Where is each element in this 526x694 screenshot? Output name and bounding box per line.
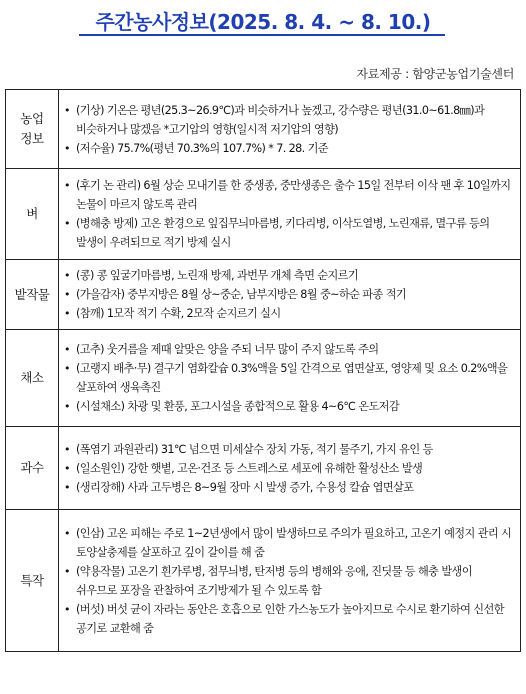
section-row	[6, 427, 521, 510]
info-item-text: (병해충 방제) 고온 환경으로 잎집무늬마름병, 키다리병, 이삭도열병, 노린재류, 멸구류 등의 발생이 우려되므로 적기 방제 실시	[76, 217, 490, 249]
info-item-text: (가을감자) 중부지방은 8월 상~중순, 남부지방은 8월 중~하순 파종 적기	[76, 288, 407, 301]
bullet-icon: •	[64, 307, 70, 320]
info-item	[63, 304, 514, 323]
info-item	[63, 266, 514, 285]
info-item	[63, 440, 514, 459]
bullet-icon: •	[64, 343, 70, 356]
section-content	[59, 510, 521, 652]
section-content	[59, 427, 521, 510]
bullet-icon: •	[64, 362, 70, 375]
section-category: 벼	[6, 169, 59, 260]
info-item	[63, 285, 514, 304]
section-category: 채소	[6, 330, 59, 427]
section-content	[59, 330, 521, 427]
info-item	[63, 600, 514, 638]
bullet-icon: •	[64, 400, 70, 413]
info-item-text: (인삼) 고온 피해는 주로 1~2년생에서 많이 발생하므로 주의가 필요하고, 고온기 예정지 관리 시 토양살충제를 살포하고 깊이 갈이를 해 줌	[76, 526, 512, 559]
section-category: 특작	[6, 510, 59, 652]
farm-info-table	[5, 89, 521, 652]
info-item	[63, 359, 514, 397]
info-item	[63, 139, 514, 158]
info-item	[63, 101, 514, 139]
section-category: 밭작물	[6, 260, 59, 330]
info-item-text: (시설채소) 차광 및 환풍, 포그시설을 종합적으로 활용 4~6℃ 온도저감	[76, 400, 400, 413]
info-item-text: (폭염기 과원관리) 31℃ 넘으면 미세살수 장치 가동, 적기 물주기, 가지 유인 등	[76, 442, 433, 456]
bullet-icon: •	[64, 602, 70, 616]
info-item-text: (기상) 기온은 평년(25.3~26.9℃)과 비슷하거나 높겠고, 강수량은 평년(31.0~61.8㎜)과 비슷하거나 많겠음 *고기압의 영향(일시적 저기압의 영향)	[76, 103, 485, 136]
section-row	[6, 90, 521, 169]
section-row	[6, 260, 521, 330]
section-category: 과수	[6, 427, 59, 510]
info-item-text: (고랭지 배추·무) 결구기 염화칼슘 0.3%액을 5일 간격으로 엽면살포, 영양제 및 요소 0.2%액을 살포하여 생육촉진	[76, 362, 508, 394]
bullet-icon: •	[64, 564, 70, 578]
section-row	[6, 510, 521, 652]
info-item-text: (일소원인) 강한 햇볕, 고온·건조 등 스트레스로 세포에 유해한 활성산소 발생	[76, 461, 423, 475]
info-item-text: (콩) 콩 잎굴기마름병, 노린재 방제, 과번무 개체 측면 순지르기	[76, 269, 359, 282]
info-item-text: (버섯) 버섯 균이 자라는 동안은 호흡으로 인한 가스농도가 높아지므로 수시로 환기하여 신선한 공기로 교환해 줌	[76, 602, 504, 635]
bullet-icon: •	[64, 461, 70, 475]
bullet-icon: •	[64, 442, 70, 456]
info-item	[63, 524, 514, 562]
info-item	[63, 340, 514, 359]
info-item	[63, 397, 514, 416]
source-credit: 자료제공 : 함양군농업기술센터	[356, 67, 514, 81]
farm-info-table-body	[6, 90, 521, 652]
section-content	[59, 90, 521, 169]
info-item	[63, 214, 514, 252]
bullet-icon: •	[64, 526, 70, 540]
page-title: 주간농사정보(2025. 8. 4. ~ 8. 10.)	[95, 10, 431, 34]
section-category: 농업 정보	[6, 90, 59, 169]
section-content	[59, 169, 521, 260]
info-item	[63, 176, 514, 214]
bullet-icon: •	[64, 480, 70, 494]
info-item-text: (후기 논 관리) 6월 상순 모내기를 한 중생종, 중만생종은 출수 15일 전부터 이삭 팬 후 10일까지 논물이 마르지 않도록 관리	[76, 179, 511, 211]
info-item-text: (저수율) 75.7%(평년 70.3%의 107.7%) * 7. 28. 기준	[76, 141, 329, 155]
info-item	[63, 478, 514, 497]
info-item-text: (참깨) 1모작 적기 수확, 2모작 순지르기 실시	[76, 307, 281, 320]
info-item-text: (생리장해) 사과 고두병은 8~9월 장마 시 발생 증가, 수용성 칼슘 엽면살포	[76, 480, 414, 494]
info-item-text: (약용작물) 고온기 흰가루병, 점무늬병, 탄저병 등의 병해와 응애, 진딧물 등 해충 발생이 쉬우므로 포장을 관찰하여 조기방제가 될 수 있도록 함	[76, 564, 472, 597]
bullet-icon: •	[64, 141, 70, 155]
section-row	[6, 169, 521, 260]
bullet-icon: •	[64, 103, 70, 117]
bullet-icon: •	[64, 179, 70, 192]
info-item	[63, 459, 514, 478]
bullet-icon: •	[64, 217, 70, 230]
section-content	[59, 260, 521, 330]
info-item	[63, 562, 514, 600]
section-row	[6, 330, 521, 427]
info-item-text: (고추) 웃거름을 제때 알맞은 양을 주되 너무 많이 주지 않도록 주의	[76, 343, 379, 356]
bullet-icon: •	[64, 269, 70, 282]
title-underline	[79, 34, 445, 36]
bullet-icon: •	[64, 288, 70, 301]
